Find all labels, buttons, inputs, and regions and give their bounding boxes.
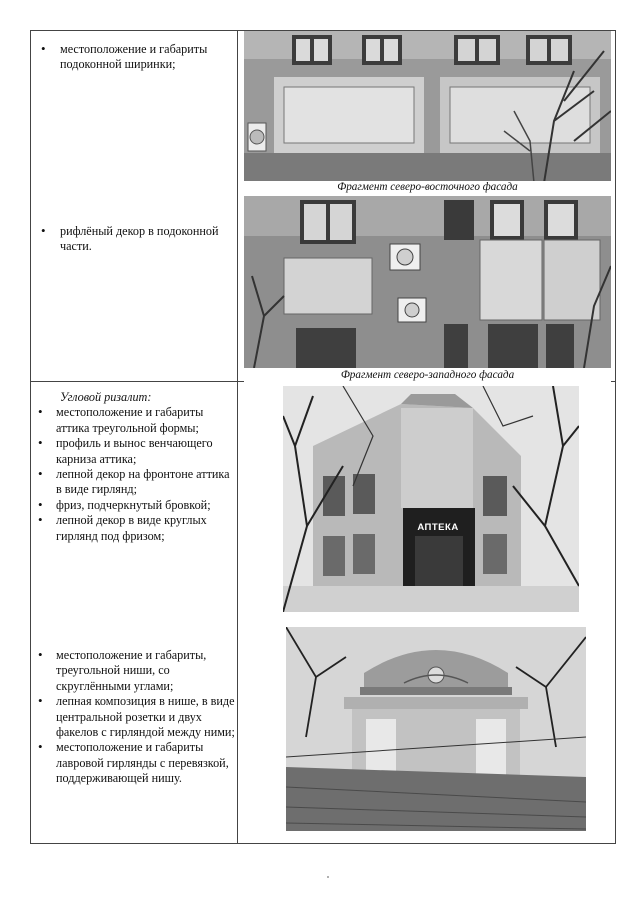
row2-text-cell bbox=[32, 224, 236, 255]
table-border-right bbox=[615, 30, 616, 844]
photo-attic-niche bbox=[286, 627, 586, 831]
pharmacy-sign: АПТЕКА bbox=[417, 522, 459, 533]
row1-bullet-list bbox=[32, 42, 232, 73]
photo-corner-risalit bbox=[283, 386, 579, 612]
photo-northeast-caption: Фрагмент северо-восточного фасада bbox=[244, 181, 611, 194]
list-item: • местоположение и габариты аттика треугольной формы; bbox=[32, 405, 238, 436]
list-item: • лепной декор в виде круглых гирлянд под фризом; bbox=[32, 513, 238, 544]
table-border-left bbox=[30, 30, 31, 844]
table-border-bottom bbox=[30, 843, 616, 844]
row2-bullet-list bbox=[32, 224, 236, 255]
row3-bullet-list bbox=[32, 405, 238, 544]
photo-northwest-facade bbox=[244, 196, 611, 368]
row4-text-cell bbox=[32, 648, 242, 787]
row1-text-cell bbox=[32, 42, 232, 73]
section-heading-corner-risalit: Угловой ризалит: bbox=[60, 390, 152, 404]
row3-text-cell bbox=[32, 390, 238, 544]
list-item: • лепной декор на фронтоне аттика в виде гирлянд; bbox=[32, 467, 238, 498]
list-item: • местоположение и габариты подоконной ширинки; bbox=[32, 42, 232, 73]
list-item: • местоположение и габариты лавровой гирлянды с перевязкой, поддерживающей нишу. bbox=[32, 740, 242, 786]
photo-northeast-facade bbox=[244, 31, 611, 183]
list-item: • лепная композиция в нише, в виде центральной розетки и двух факелов с гирляндой между ними; bbox=[32, 694, 242, 740]
scan-speck bbox=[327, 876, 329, 878]
row4-bullet-list bbox=[32, 648, 242, 787]
list-item: • фриз, подчеркнутый бровкой; bbox=[32, 498, 238, 513]
photo-northwest-caption: Фрагмент северо-западного фасада bbox=[244, 369, 611, 382]
list-item: • местоположение и габариты, треугольной ниши, со скруглёнными углами; bbox=[32, 648, 242, 694]
list-item: • рифлёный декор в подоконной части. bbox=[32, 224, 236, 255]
list-item: • профиль и вынос венчающего карниза аттика; bbox=[32, 436, 238, 467]
